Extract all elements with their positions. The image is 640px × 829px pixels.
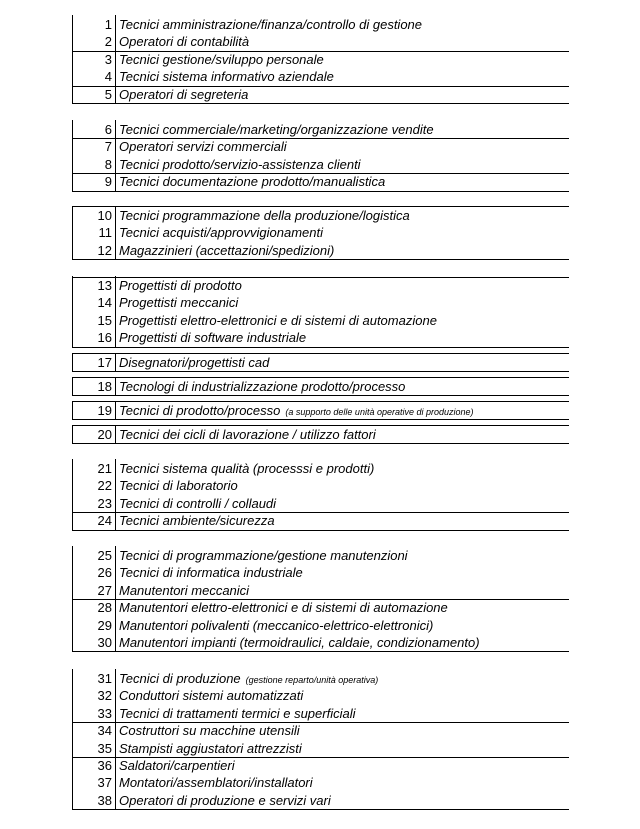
- item-label: [119, 705, 356, 722]
- item-label: [119, 495, 276, 512]
- item-number: 38: [97, 792, 112, 808]
- item-label-text: Progettisti di prodotto: [119, 278, 242, 293]
- item-number: 36: [97, 758, 112, 773]
- list-item: [0, 156, 640, 173]
- item-number: 10: [97, 208, 112, 223]
- item-number: 17: [97, 355, 112, 370]
- item-label-text: Tecnici di controlli / collaudi: [119, 495, 277, 511]
- list-item: [0, 312, 640, 329]
- list-item: [0, 173, 640, 190]
- item-label-text: Manutentori elettro-elettronici e di sistemi di automazione: [119, 600, 448, 616]
- item-label: [119, 86, 248, 103]
- item-label-text: Operatori servizi commerciali: [119, 139, 287, 155]
- item-number: 21: [97, 461, 112, 476]
- item-label-text: Tecnici documentazione prodotto/manualistica: [119, 174, 386, 190]
- item-label-text: Tecnici programmazione della produzione/logistica: [119, 208, 410, 223]
- item-number: 29: [97, 617, 112, 633]
- item-label: [119, 547, 408, 564]
- item-number: 9: [104, 174, 112, 190]
- item-label: [119, 740, 302, 757]
- item-number: 24: [97, 513, 112, 529]
- item-label-text: Tecnici prodotto/servizio-assistenza clienti: [119, 156, 361, 172]
- item-label-text: Tecnici amministrazione/finanza/controllo di gestione: [119, 17, 423, 32]
- item-label: [119, 224, 323, 241]
- item-label: [119, 582, 249, 599]
- item-label: [119, 774, 313, 791]
- item-number: 13: [97, 278, 112, 293]
- item-number: 26: [97, 565, 112, 581]
- list-item: [0, 242, 640, 259]
- item-label: [119, 757, 235, 774]
- item-number: 2: [104, 34, 112, 50]
- list-item: [0, 426, 640, 443]
- group-bottom-rule: [72, 651, 569, 652]
- item-number: 33: [97, 705, 112, 721]
- item-label: [119, 156, 361, 173]
- item-label: [119, 242, 334, 259]
- item-label-text: Tecnici di prodotto/processo: [119, 403, 281, 418]
- list-item: [0, 582, 640, 599]
- item-label: [119, 378, 405, 395]
- item-number: 7: [104, 139, 112, 155]
- item-number: 16: [97, 330, 112, 346]
- item-number: 6: [104, 122, 112, 137]
- item-label-text: Progettisti meccanici: [119, 295, 239, 311]
- item-label-text: Tecnici di trattamenti termici e superficiali: [119, 705, 356, 721]
- item-number: 3: [104, 51, 112, 67]
- item-number: 37: [97, 775, 112, 791]
- group-bottom-rule: [72, 259, 569, 260]
- item-number: 8: [104, 156, 112, 172]
- item-label: [119, 294, 238, 311]
- list-item: [0, 68, 640, 85]
- item-label: [119, 33, 249, 50]
- item-label-text: Manutentori impianti (termoidraulici, caldaie, condizionamento): [119, 635, 480, 650]
- list-item: [0, 617, 640, 634]
- item-label-text: Operatori di segreteria: [119, 86, 249, 102]
- item-label-text: Costruttori su macchine utensili: [119, 723, 300, 739]
- list-item: [0, 477, 640, 494]
- item-label: [119, 670, 378, 689]
- item-label-text: Operatori di contabilità: [119, 34, 250, 50]
- item-label-text: Manutentori meccanici: [119, 582, 250, 598]
- list-item: [0, 329, 640, 346]
- list-item: [0, 670, 640, 687]
- item-note: (a supporto delle unità operative di produzione): [285, 407, 474, 417]
- item-label: [119, 402, 474, 421]
- item-label: [119, 138, 287, 155]
- item-label: [119, 68, 334, 85]
- list-item: [0, 460, 640, 477]
- item-note: (gestione reparto/unità operativa): [245, 675, 379, 685]
- item-label-text: Tecnici di laboratorio: [119, 478, 238, 494]
- list-item: [0, 687, 640, 704]
- list-item: [0, 634, 640, 651]
- item-number: 5: [104, 86, 112, 102]
- item-number: 4: [104, 69, 112, 85]
- item-label-text: Tecnici sistema qualità (processsi e prodotti): [119, 461, 375, 476]
- list-item: [0, 757, 640, 774]
- item-label: [119, 564, 303, 581]
- list-item: [0, 740, 640, 757]
- item-number: 35: [97, 740, 112, 756]
- item-label-text: Tecnici commerciale/marketing/organizzazione vendite: [119, 122, 434, 137]
- item-label: [119, 792, 331, 809]
- item-number: 12: [97, 242, 112, 258]
- item-number: 22: [97, 478, 112, 494]
- list-item: [0, 495, 640, 512]
- group-bottom-rule: [72, 371, 569, 372]
- list-item: [0, 722, 640, 739]
- list-item: [0, 564, 640, 581]
- item-number: 25: [97, 548, 112, 563]
- group-bottom-rule: [72, 103, 569, 104]
- item-label-text: Disegnatori/progettisti cad: [119, 355, 270, 370]
- item-label-text: Tecnologi di industrializzazione prodotto/processo: [119, 379, 406, 394]
- item-label: [119, 277, 242, 294]
- item-label-text: Conduttori sistemi automatizzati: [119, 688, 304, 704]
- item-number: 20: [97, 427, 112, 442]
- item-label: [119, 329, 306, 346]
- item-label-text: Manutentori polivalenti (meccanico-elettrico-elettronici): [119, 617, 434, 633]
- item-number: 19: [97, 403, 112, 418]
- item-number: 18: [97, 379, 112, 394]
- item-label: [119, 722, 300, 739]
- item-number: 1: [104, 17, 112, 32]
- list-item: [0, 294, 640, 311]
- item-label-text: Saldatori/carpentieri: [119, 758, 235, 773]
- item-number: 30: [97, 635, 112, 650]
- item-label: [119, 477, 238, 494]
- item-label-text: Tecnici gestione/sviluppo personale: [119, 51, 324, 67]
- item-label-text: Montatori/assemblatori/installatori: [119, 775, 313, 791]
- item-label-text: Progettisti di software industriale: [119, 330, 307, 346]
- item-label: [119, 426, 376, 443]
- list-item: [0, 547, 640, 564]
- item-label-text: Tecnici sistema informativo aziendale: [119, 69, 334, 85]
- item-label: [119, 599, 448, 616]
- item-label: [119, 121, 434, 138]
- list-item: [0, 774, 640, 791]
- group-bottom-rule: [72, 809, 569, 810]
- list-item: [0, 599, 640, 616]
- list-item: [0, 51, 640, 68]
- item-number: 27: [97, 582, 112, 598]
- item-label-text: Tecnici di informatica industriale: [119, 565, 303, 581]
- group-bottom-rule: [72, 443, 569, 444]
- list-item: [0, 378, 640, 395]
- item-number: 11: [98, 225, 112, 241]
- item-label: [119, 354, 269, 371]
- item-label: [119, 16, 422, 33]
- item-number: 15: [97, 312, 112, 328]
- item-label-text: Stampisti aggiustatori attrezzisti: [119, 740, 302, 756]
- group-bottom-rule: [72, 395, 569, 396]
- group-bottom-rule: [72, 191, 569, 192]
- item-number: 31: [97, 671, 112, 686]
- item-label: [119, 634, 480, 651]
- item-label: [119, 312, 437, 329]
- item-label-text: Tecnici di programmazione/gestione manutenzioni: [119, 548, 408, 563]
- item-label: [119, 51, 324, 68]
- item-label-text: Progettisti elettro-elettronici e di sistemi di automazione: [119, 312, 437, 328]
- item-label-text: Tecnici acquisti/approvvigionamenti: [119, 225, 324, 241]
- list-item: [0, 354, 640, 371]
- list-item: [0, 402, 640, 419]
- item-number: 23: [97, 495, 112, 511]
- group-bottom-rule: [72, 530, 569, 531]
- item-number: 32: [97, 688, 112, 704]
- list-item: [0, 121, 640, 138]
- item-label: [119, 687, 303, 704]
- item-label-text: Tecnici di produzione: [119, 671, 241, 686]
- item-label-text: Magazzinieri (accettazioni/spedizioni): [119, 242, 335, 258]
- item-label: [119, 173, 385, 190]
- item-label: [119, 512, 275, 529]
- item-label-text: Tecnici ambiente/sicurezza: [119, 513, 275, 529]
- item-label: [119, 460, 374, 477]
- list-item: [0, 138, 640, 155]
- item-number: 28: [97, 600, 112, 616]
- list-item: [0, 705, 640, 722]
- item-number: 34: [97, 723, 112, 739]
- list-item: [0, 512, 640, 529]
- item-label-text: Tecnici dei cicli di lavorazione / utilizzo fattori: [119, 427, 376, 442]
- list-item: [0, 224, 640, 241]
- group-bottom-rule: [72, 347, 569, 348]
- list-item: [0, 792, 640, 809]
- list-item: [0, 277, 640, 294]
- item-label-text: Operatori di produzione e servizi vari: [119, 792, 331, 808]
- item-number: 14: [97, 295, 112, 311]
- item-label: [119, 207, 410, 224]
- list-item: [0, 207, 640, 224]
- list-item: [0, 86, 640, 103]
- list-item: [0, 16, 640, 33]
- item-label: [119, 617, 433, 634]
- list-item: [0, 33, 640, 50]
